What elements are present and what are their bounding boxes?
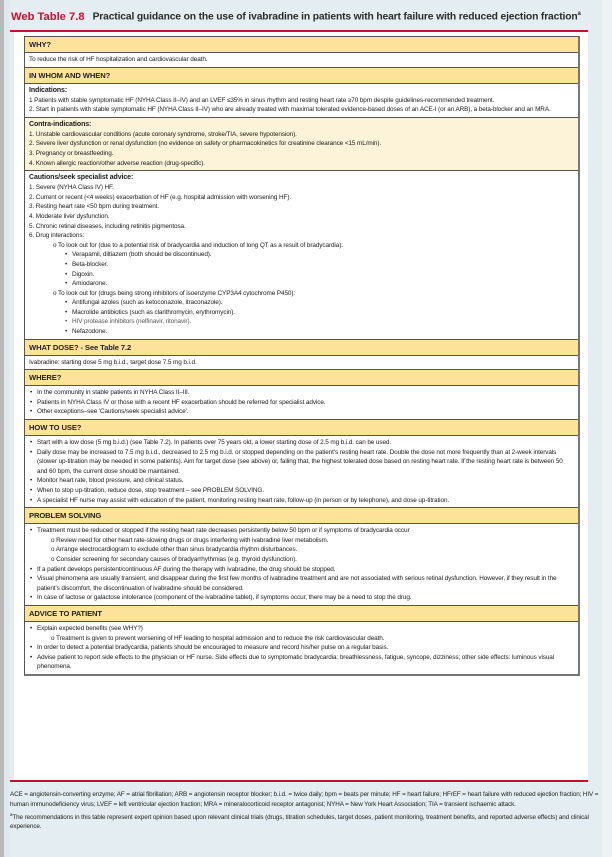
bullet-icon: • xyxy=(30,439,33,447)
abbreviations: ACE = angiotensin-converting enzyme; AF = atrial fibrillation; ARB = angiotensin receptor blocker; b.i.d. = twice daily; bpm = beats per minute; HF = heart failure; HFrEF = heart failure with reduced ejection fraction; HIV = human immunodeficiency virus; LVEF = left ventricular ejection fraction; MRA = mineralocorticoid receptor antagonist; NYHA = New York Heart Association; TIA = transient ischaemic attack. xyxy=(10,791,599,808)
drug-name: Nefazodone. xyxy=(72,328,108,336)
how-item xyxy=(29,486,574,496)
drug-name: Digoxin. xyxy=(72,270,95,278)
section-header-dose: WHAT DOSE? - See Table 7.2 xyxy=(25,340,578,356)
cautions-title: Cautions/seek specialist advice: xyxy=(29,174,134,182)
item-text: In case of lactose or galactose intolerance (component of the ivabradine tablet), if symptoms occur, there may be a need to stop the drug. xyxy=(37,594,412,602)
document-page xyxy=(10,0,602,857)
where-item xyxy=(29,388,574,398)
footnote-marker: a xyxy=(10,811,13,817)
indications-block xyxy=(25,84,578,118)
bullet-icon: • xyxy=(65,299,68,307)
section-header-why: WHY? xyxy=(25,37,578,53)
caption-text: Practical guidance on the use of ivabradine in patients with heart failure with reduced ejection fraction xyxy=(92,11,578,23)
caution-item: 4. Moderate liver dysfunction. xyxy=(29,212,110,220)
bullet-icon: • xyxy=(30,408,33,416)
drug-group-lead: o To look out for (due to a potential risk of bradycardia and induction of long QT as a result of bradycardia): xyxy=(53,241,343,249)
why-text: To reduce the risk of HF hospitalization and cardiovascular death. xyxy=(29,56,208,63)
item-text: Explain expected benefits (see WHY?) xyxy=(37,624,143,632)
drug-item xyxy=(29,298,574,308)
bullet-icon: • xyxy=(30,496,33,504)
advice-item xyxy=(29,653,574,672)
bullet-icon: • xyxy=(65,251,68,259)
drug-item xyxy=(29,260,574,270)
drug-name: Verapamil, diltiazem (both should be discontinued). xyxy=(72,251,212,259)
guidance-table xyxy=(24,36,580,676)
advice-sub-item: o Treatment is given to prevent worsening of HF leading to hospital admission and to reduce the risk cardiovascular death. xyxy=(51,634,385,642)
bullet-icon: • xyxy=(30,565,33,573)
item-text: Monitor heart rate, blood pressure, and clinical status. xyxy=(37,477,184,485)
item-text: In order to detect a potential bradycardia, patients should be encouraged to measure and record his/her pulse on a regular basis. xyxy=(37,644,389,652)
table-number: Web Table 7.8 xyxy=(11,11,85,23)
item-text: Treatment must be reduced or stopped if the resting heart rate decreases persistently below 50 bpm or if symptoms of bradycardia occur xyxy=(37,527,410,535)
problem-item xyxy=(29,574,574,593)
bullet-icon: • xyxy=(65,328,68,336)
section-header-in-whom: IN WHOM AND WHEN? xyxy=(25,68,578,84)
contraindications-block xyxy=(25,118,578,171)
caution-item: 6. Drug interactions: xyxy=(29,232,85,240)
how-item xyxy=(29,448,574,477)
left-margin-strip xyxy=(0,0,4,857)
contraindication-item: 1. Unstable cardiovascular conditions (acute coronary syndrome, stroke/TIA, severe hypotension). xyxy=(29,130,297,138)
how-item xyxy=(29,438,574,448)
section-body-dose xyxy=(25,356,578,371)
bullet-icon: • xyxy=(30,487,33,494)
caution-item: 1. Severe (NYHA Class IV) HF. xyxy=(29,184,114,192)
bullet-icon: • xyxy=(30,448,33,456)
how-item xyxy=(29,496,574,506)
caution-item: 5. Chronic retinal diseases, including retinitis pigmentosa. xyxy=(29,222,186,230)
caution-item: 3. Resting heart rate <50 bpm during treatment. xyxy=(29,203,160,211)
problem-sub-item: o Review need for other heart rate-slowing drugs or drugs interfering with ivabradine liver metabolism. xyxy=(51,536,329,544)
right-margin-strip xyxy=(602,0,612,857)
section-header-how: HOW TO USE? xyxy=(25,420,578,436)
section-body-why xyxy=(25,53,578,68)
problem-sub-item: o Consider screening for secondary causes of bradyarrhythmias (e.g. thyroid dysfunction). xyxy=(51,555,297,563)
item-text: Advise patient to report side effects to the physician or HF nurse. Side effects due to symptomatic bradycardia: breathlessness, fatigue, syncope, dizziness; other side effects: luminous visual phenomena. xyxy=(37,653,555,671)
where-item xyxy=(29,398,574,408)
bullet-icon: • xyxy=(30,389,33,397)
section-body-advice xyxy=(25,622,578,674)
caution-item: 2. Current or recent (<4 weeks) exacerbation of HF (e.g. hospital admission with worsening HF). xyxy=(29,193,292,201)
footnote xyxy=(10,810,600,833)
bullet-icon: • xyxy=(30,398,33,406)
drug-item xyxy=(29,279,574,289)
drug-item xyxy=(29,308,574,318)
indications-title: Indications: xyxy=(29,86,68,94)
indication-item: 2. Start in patients with stable symptomatic HF (NYHA Class II–IV) who are already treated with maximal tolerated evidence-based doses of an ACE-I (or an ARB), a beta-blocker and an MRA. xyxy=(29,106,551,114)
drug-item xyxy=(29,270,574,280)
bullet-icon: • xyxy=(30,575,33,583)
bullet-icon: • xyxy=(65,308,68,316)
item-text: Visual phenomena are usually transient, and disappear during the first few months of ivabradine treatment and are not associated with serious retinal dysfunction. However, if they result in the patient's discomfort, the discontinuation of ivabradine should be considered. xyxy=(37,575,557,592)
bullet-icon: • xyxy=(65,280,68,288)
drug-name: Beta-blocker. xyxy=(72,260,108,268)
contraindication-item: 2. Severe liver dysfunction or renal dysfunction (no evidence on safety or pharmacokinetics for creatinine clearance <15 mL/min). xyxy=(29,140,382,148)
contraindication-item: 3. Pregnancy or breastfeeding. xyxy=(29,149,114,157)
footnote-text: The recommendations in this table represent expert opinion based upon relevant clinical trials (drugs, titration schedules, target doses, patient monitoring, treatment benefits, and reported adverse effects) and clinical experience. xyxy=(10,813,589,831)
drug-group-lead: o To look out for (drugs being strong inhibitors of isoenzyme CYP3A4 cytochrome P450): xyxy=(53,289,296,297)
how-item xyxy=(29,476,574,486)
drug-name: Antifungal azoles (such as ketoconazole, itraconazole). xyxy=(72,299,223,307)
drug-item xyxy=(29,327,574,337)
bullet-icon: • xyxy=(65,260,68,268)
bullet-icon: • xyxy=(30,624,33,632)
drug-name: HIV protease inhibitors (nelfinavir, ritonavir). xyxy=(72,318,192,326)
dose-text: Ivabradine: starting dose 5 mg b.i.d., target dose 7.5 mg b.i.d. xyxy=(29,358,197,366)
drug-name: Macrolide antibiotics (such as clarithromycin, erythromycin). xyxy=(72,308,235,316)
problem-item xyxy=(29,526,574,536)
section-body-how xyxy=(25,436,578,508)
cautions-block xyxy=(25,171,578,340)
section-body-problem xyxy=(25,524,578,606)
bullet-icon: • xyxy=(65,318,68,326)
bullet-icon: • xyxy=(65,270,68,278)
where-item xyxy=(29,407,574,417)
bullet-icon: • xyxy=(30,527,33,535)
item-text: A specialist HF nurse may assist with education of the patient, monitoring resting heart rate, follow-up (in person or by telephone), and dose up-titration. xyxy=(37,496,450,504)
bullet-icon: • xyxy=(30,644,33,652)
bullet-icon: • xyxy=(30,477,33,485)
item-text: Patients in NYHA Class IV or those with a recent HF exacerbation should be referred for specialist advice. xyxy=(37,398,326,406)
table-title xyxy=(10,6,602,28)
bullet-icon: • xyxy=(30,594,33,602)
item-text: In the community in stable patients in NYHA Class II–III. xyxy=(37,389,190,397)
bullet-icon: • xyxy=(30,653,33,661)
drug-name: Amiodarone. xyxy=(72,280,108,288)
bottom-rule xyxy=(10,780,588,782)
item-text: Start with a low dose (5 mg b.i.d.) (see Table 7.2). In patients over 75 years old, a lower starting dose of 2.5 mg b.i.d. can be used. xyxy=(37,439,392,447)
drug-item xyxy=(29,250,574,260)
footnote-marker: a xyxy=(577,11,581,18)
item-text: If a patient develops persistent/continuous AF during the therapy with ivabradine, the drug should be stopped. xyxy=(37,565,336,573)
table-footer xyxy=(10,790,600,832)
problem-item xyxy=(29,593,574,603)
drug-item xyxy=(29,317,574,327)
indication-item: 1 Patients with stable symptomatic HF (NYHA Class II–IV) and an LVEF ≤35% in sinus rhythm and resting heart rate ≥70 bpm despite guidelines-recommended treatment. xyxy=(29,96,495,104)
table-caption xyxy=(93,11,581,22)
section-body-where xyxy=(25,386,578,420)
advice-item xyxy=(29,624,574,634)
problem-sub-item: o Arrange electrocardiogram to exclude other than sinus bradycardia rhythm disturbances. xyxy=(51,546,298,554)
item-text: Daily dose may be increased to 7.5 mg b.i.d., decreased to 2.5 mg b.i.d. or stopped depending on the patient's resting heart rate. Double the dose not more frequently than at 2-week intervals (slower up-titration may be needed in some patients). Aim for target dose (see above) or, failing that, the highest tolerated dose based on resting heart rate. If the resting heart rate is between 50 and 60 bpm, the current dose should be maintained. xyxy=(37,448,563,475)
contraindication-item: 4. Known allergic reaction/other adverse reaction (drug-specific). xyxy=(29,159,205,167)
problem-item xyxy=(29,565,574,575)
item-text: Other exceptions–see 'Cautions/seek specialist advice'. xyxy=(37,408,189,416)
section-header-advice: ADVICE TO PATIENT xyxy=(25,606,578,622)
item-text: When to stop up-titration, reduce dose, stop treatment – see PROBLEM SOLVING. xyxy=(37,487,264,494)
table-panel xyxy=(14,32,588,780)
section-header-where: WHERE? xyxy=(25,370,578,386)
advice-item xyxy=(29,643,574,653)
section-header-problem: PROBLEM SOLVING xyxy=(25,508,578,524)
contraindications-title: Contra-indications: xyxy=(29,120,92,128)
